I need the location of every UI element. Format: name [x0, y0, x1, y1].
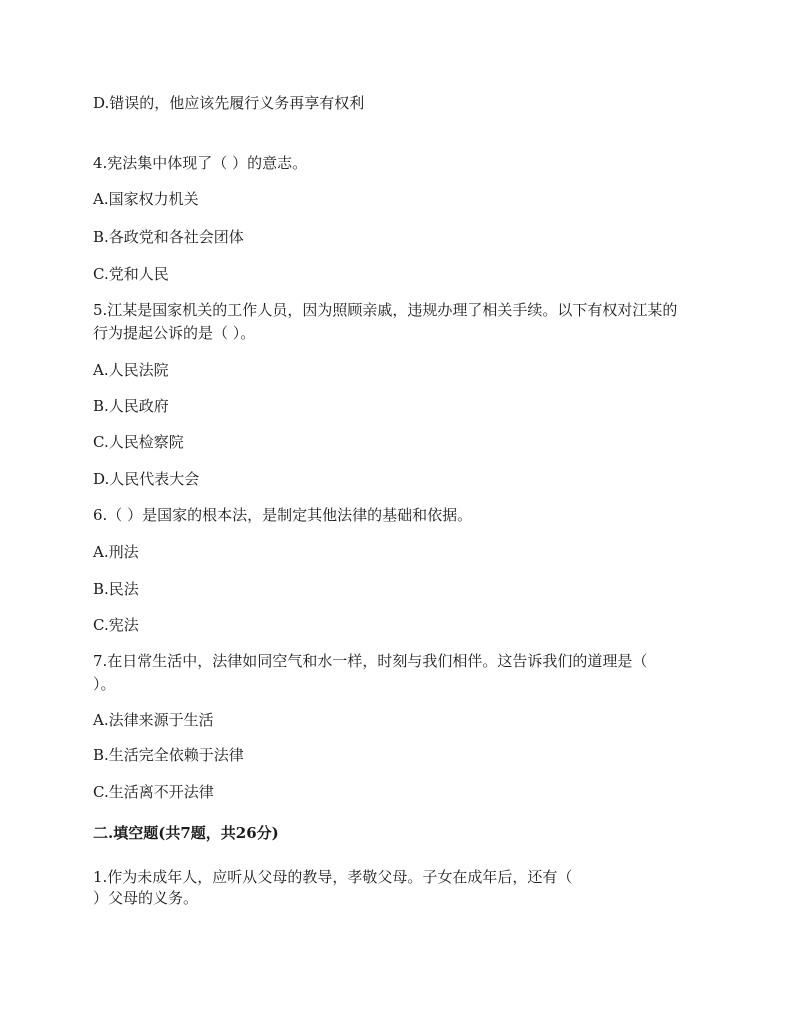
q5-option-b: B.人民政府	[93, 397, 169, 415]
q4-option-c: C.党和人民	[93, 265, 169, 283]
fill1-line2: ）父母的义务。	[93, 889, 199, 907]
q4-option-b: B.各政党和各社会团体	[93, 228, 244, 246]
q7-option-b: B.生活完全依赖于法律	[93, 746, 244, 764]
q4-option-a: A.国家权力机关	[93, 190, 199, 208]
fill1-line1: 1.作为未成年人，应听从父母的教导，孝敬父母。子女在成年后，还有（	[93, 868, 573, 886]
q6-option-a: A.刑法	[93, 543, 139, 561]
q5-option-d: D.人民代表大会	[93, 470, 200, 488]
q5-question-line2: 行为提起公诉的是（ ）。	[93, 324, 256, 342]
q5-option-c: C.人民检察院	[93, 433, 184, 451]
q7-option-a: A.法律来源于生活	[93, 711, 214, 729]
q4-question: 4.宪法集中体现了（ ）的意志。	[93, 154, 308, 172]
q5-question-line1: 5.江某是国家机关的工作人员，因为照顾亲戚，违规办理了相关手续。以下有权对江某的	[93, 301, 678, 319]
q7-question-line2: ）。	[93, 675, 116, 693]
section-heading-fill-in: 二.填空题(共7题，共26分)	[93, 824, 279, 842]
q6-option-c: C.宪法	[93, 616, 139, 634]
q6-option-b: B.民法	[93, 580, 139, 598]
q7-option-c: C.生活离不开法律	[93, 783, 214, 801]
q5-option-a: A.人民法院	[93, 361, 169, 379]
q7-question-line1: 7.在日常生活中，法律如同空气和水一样，时刻与我们相伴。这告诉我们的道理是（	[93, 652, 648, 670]
q6-question: 6.（ ）是国家的根本法，是制定其他法律的基础和依据。	[93, 506, 473, 524]
q3-option-d: D.错误的，他应该先履行义务再享有权利	[93, 94, 365, 112]
